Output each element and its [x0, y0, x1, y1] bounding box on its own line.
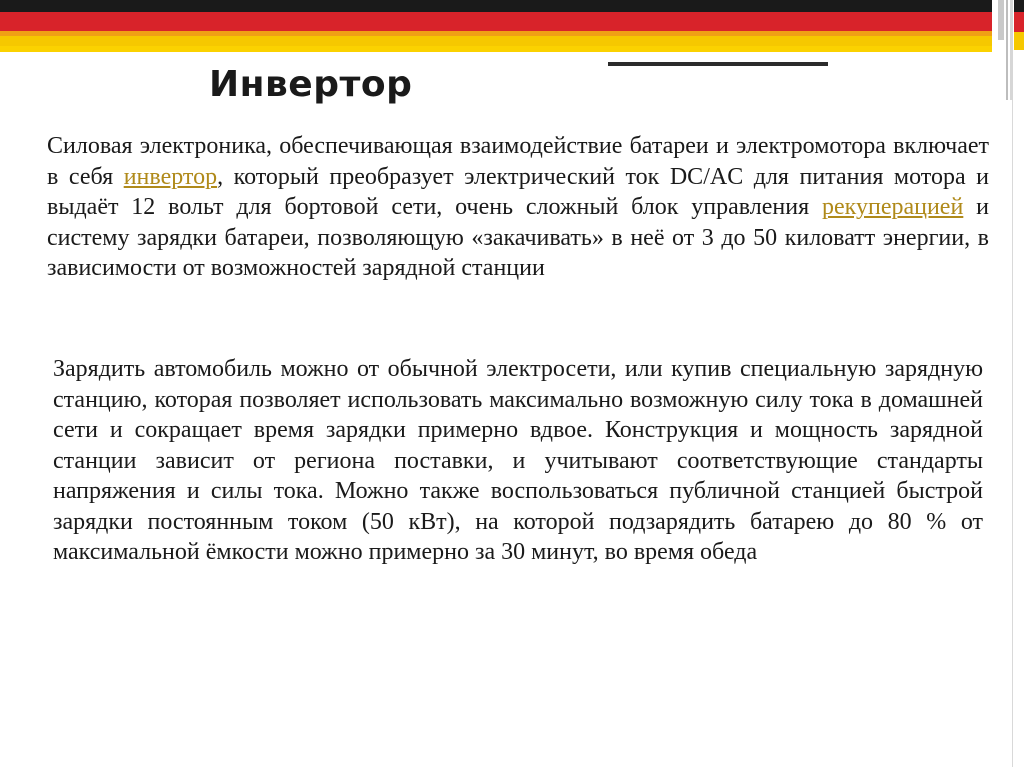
right-edge-line	[1012, 100, 1013, 767]
paragraph-power-electronics	[47, 131, 989, 284]
banner-stripe-red	[0, 12, 1024, 31]
slide-title: Инвертор	[209, 64, 413, 105]
paragraph-charging: Зарядить автомобиль можно от обычной электросети, или купив специальную зарядную станцию, которая позволяет использовать максимально возможную силу тока в домашней сети и сокращает время зарядки примерно вдвое. Конструкция и мощность зарядной станции зависит от региона поставки, и учитывают соответствующие стандарты напряжения и силы тока. Можно также воспользоваться публичной станцией быстрой зарядки постоянным током (50 кВт), на которой подзарядить батарею до 80 % от максимальной ёмкости можно примерно за 30 минут, во время обеда	[53, 356, 983, 565]
banner-stripe-yellow-light	[0, 46, 1024, 52]
banner-underline	[608, 62, 828, 66]
page-corner-decoration	[992, 0, 1024, 100]
inverter-link[interactable]: инвертор	[123, 163, 218, 190]
paragraph1-text-2: , который преобразует электрический ток DC/AC для питания мотора и выдаёт 12 вольт для бортовой сети, очень сложный блок управления	[47, 163, 989, 220]
paragraph1-text-3: и систему зарядки батареи, позволяющую «закачивать» в неё от 3 до 50 киловатт энергии, в зависимости от возможностей зарядной станции	[47, 194, 990, 281]
banner-stripe-black	[0, 0, 1024, 12]
recuperation-link[interactable]: рекуперацией	[822, 194, 964, 220]
paragraph1-text-1: Силовая электроника, обеспечивающая взаимодействие батареи и электромотора включает в себя	[47, 133, 989, 190]
banner-stripe-yellow	[0, 36, 1024, 46]
